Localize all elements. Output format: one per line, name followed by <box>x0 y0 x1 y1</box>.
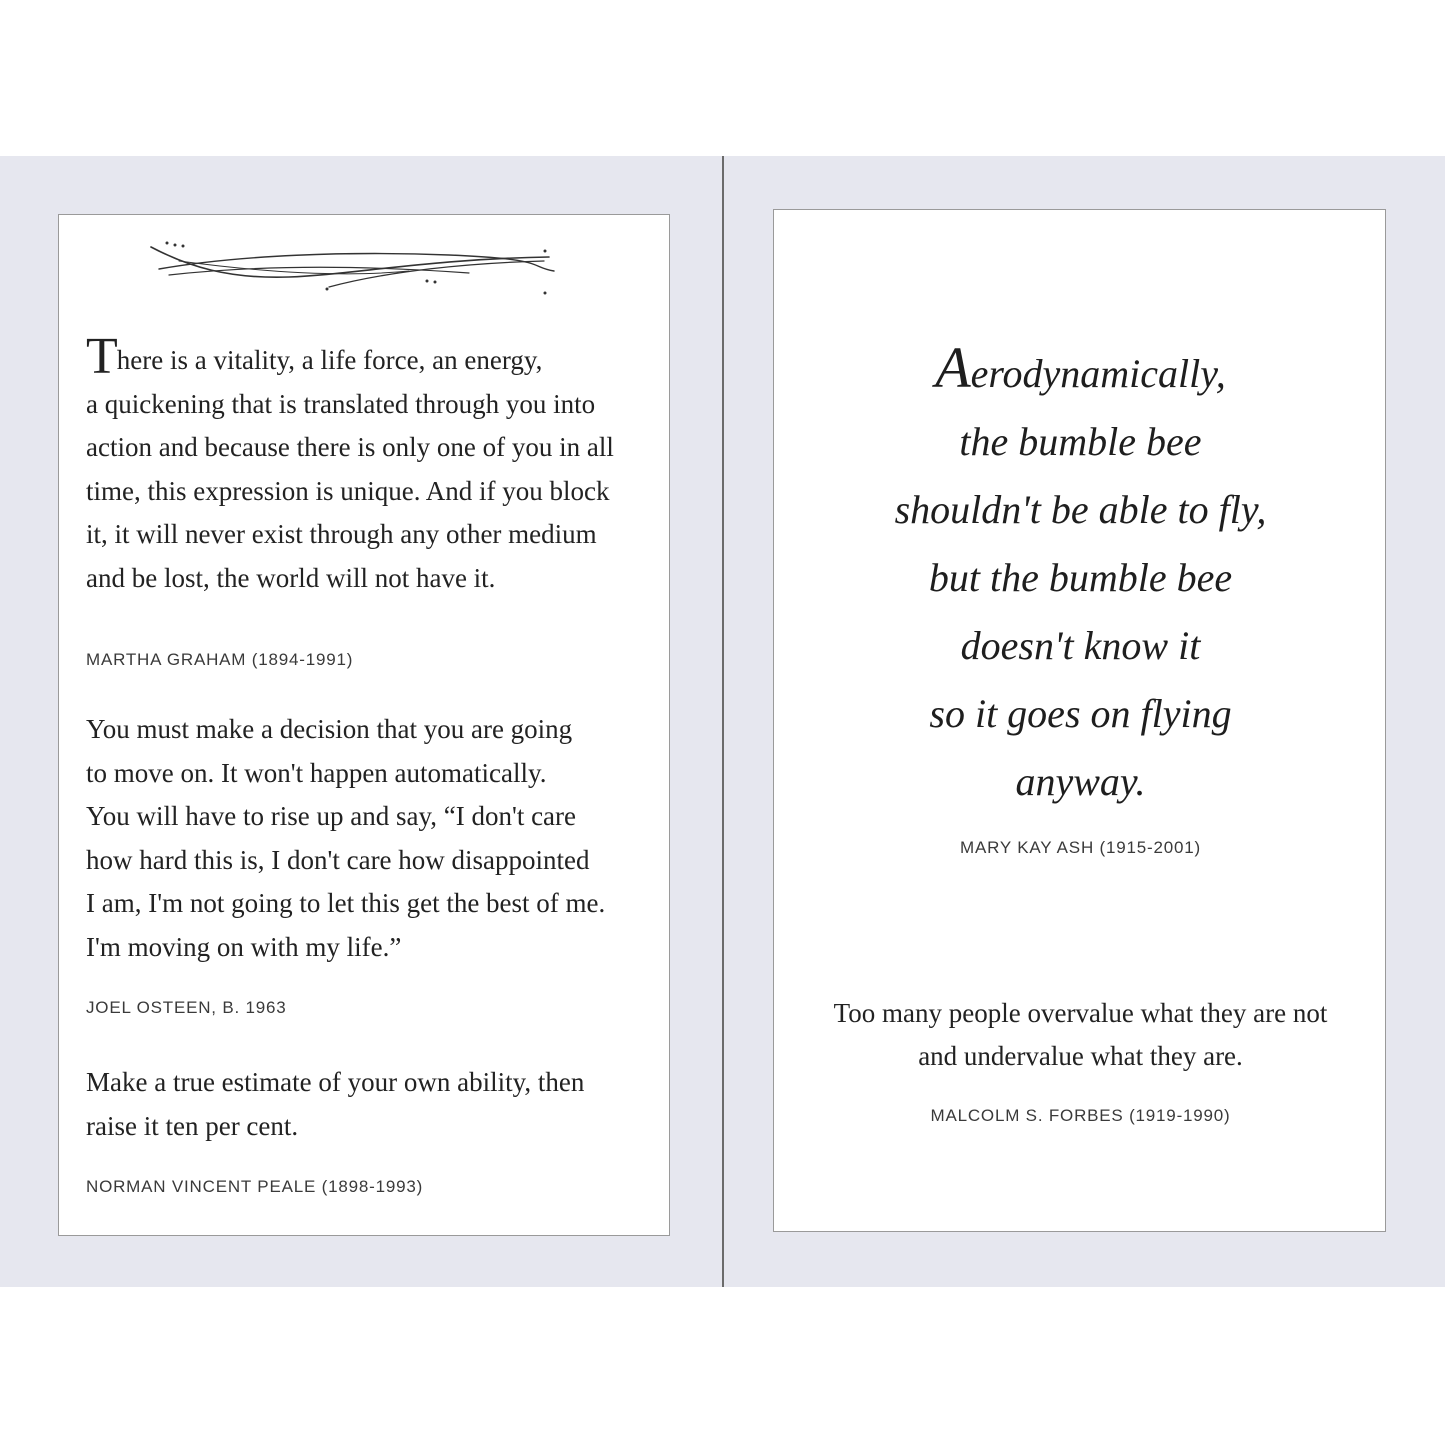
quote-line: anyway. <box>1015 759 1146 804</box>
book-gutter <box>722 156 724 1287</box>
quote-line: it, it will never exist through any other medium <box>86 519 597 550</box>
quote-line: a quickening that is translated through you into <box>86 388 596 419</box>
quote-line: erodynamically, <box>970 351 1226 396</box>
quote-line: action and because there is only one of you in all <box>86 432 614 463</box>
quote-line: I am, I'm not going to let this get the best of me. <box>86 888 606 919</box>
quote-forbes <box>774 992 1387 1078</box>
quote-ash <box>774 334 1387 816</box>
left-page-card <box>58 214 670 1236</box>
quote-line: the bumble bee <box>959 419 1202 464</box>
right-page-card <box>773 209 1386 1232</box>
quote-line: so it goes on flying <box>929 691 1232 736</box>
quote-osteen <box>86 708 656 970</box>
quote-line: Too many people overvalue what they are not <box>833 998 1328 1028</box>
quote-line: I'm moving on with my life.” <box>86 931 402 962</box>
quote-line: and be lost, the world will not have it. <box>86 562 496 593</box>
quote-line: and undervalue what they are. <box>918 1041 1243 1071</box>
drop-cap: T <box>86 328 118 385</box>
quote-line: to move on. It won't happen automatically. <box>86 757 547 788</box>
calligraphic-flourish-icon <box>149 237 559 299</box>
attribution-osteen: JOEL OSTEEN, B. 1963 <box>86 998 287 1017</box>
quote-line: You must make a decision that you are going <box>86 714 573 744</box>
attribution-graham: MARTHA GRAHAM (1894-1991) <box>86 650 354 669</box>
quote-graham <box>86 328 656 601</box>
quote-line: You will have to rise up and say, “I don't care <box>86 801 577 832</box>
attribution-ash: MARY KAY ASH (1915-2001) <box>960 838 1201 857</box>
quote-line: Make a true estimate of your own ability, then <box>86 1067 585 1097</box>
quote-line: raise it ten per cent. <box>86 1110 299 1141</box>
quote-line: doesn't know it <box>960 623 1201 668</box>
drop-cap: A <box>935 335 971 400</box>
quote-line: but the bumble bee <box>928 555 1233 600</box>
attribution-forbes: MALCOLM S. FORBES (1919-1990) <box>930 1106 1231 1125</box>
book-spread <box>0 156 1445 1287</box>
quote-line: here is a vitality, a life force, an energy, <box>116 345 543 375</box>
quote-line: time, this expression is unique. And if you block <box>86 475 610 506</box>
quote-peale <box>86 1061 656 1148</box>
attribution-peale: NORMAN VINCENT PEALE (1898-1993) <box>86 1177 424 1196</box>
quote-line: shouldn't be able to fly, <box>894 487 1267 532</box>
quote-line: how hard this is, I don't care how disappointed <box>86 844 590 875</box>
